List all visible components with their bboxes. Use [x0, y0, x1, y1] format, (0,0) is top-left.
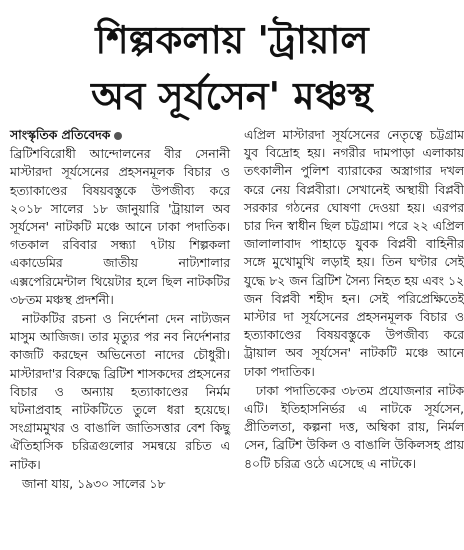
- headline: [0, 12, 464, 124]
- headline-line-2: অব সূর্যসেন' মঞ্চস্থ: [91, 74, 373, 118]
- paragraph: ব্রিটিশবিরোধী আন্দোলনের বীর সেনানী মাস্টারদা সূর্যসেনের প্রহসনমূলক বিচার ও হত্যাকাণ্ডের বিষয়বস্তুকে উপজীব্য করে ২০১৮ সালের ১৮ জানুয়ারি 'ট্রায়াল অব সূর্যসেন' নাটকটি মঞ্চে আনে ঢাকা পদাতিক। গতকাল রবিবার সন্ধ্যা ৭টায় শিল্পকলা একাডেমির জাতীয় নাট্যশালার এক্সপেরিমেন্টাল থিয়েটার হলে ছিল নাটকটির ৩৮তম মঞ্চস্থ প্রদর্শনী।: [10, 147, 230, 307]
- article-column-left: [10, 126, 230, 494]
- headline-line-1: শিল্পকলায় 'ট্রায়াল: [95, 18, 369, 62]
- byline: [10, 126, 230, 144]
- paragraph: ঢাকা পদাতিকের ৩৮তম প্রযোজনার নাটক এটি। ইতিহাসনির্ভর এ নাটকে সূর্যসেন, প্রীতিলতা, কল্পনা দত্ত, অম্বিকা রায়, নির্মল সেন, ব্রিটিশ উকিল ও বাঙালি উকিলসহ প্রায় ৪০টি চরিত্র ওঠে এসেছে এ নাটকে।: [244, 383, 464, 471]
- byline-text: সাংস্কৃতিক প্রতিবেদক: [10, 128, 111, 142]
- previous-article-edge: [0, 0, 464, 6]
- paragraph: এপ্রিল মাস্টারদা সূর্যসেনের নেতৃত্বে চট্টগ্রাম যুব বিদ্রোহ হয়। নগরীর দামপাড়া এলাকায় তৎকালীন পুলিশ ব্যারাকের অস্ত্রাগার দখল করে নেয় বিপ্লবীরা। সেখানেই অস্থায়ী বিপ্লবী সরকার গঠনের ঘোষণা দেওয়া হয়। এরপর চার দিন স্বাধীন ছিল চট্টগ্রাম। পরে ২২ এপ্রিল জালালাবাদ পাহাড়ে যুবক বিপ্লবী বাহিনীর সঙ্গে মুখোমুখি লড়াই হয়। তিন ঘণ্টার সেই যুদ্ধে ৮২ জন ব্রিটিশ সৈন্য নিহত হয় এবং ১২ জন বিপ্লবী শহীদ হন। সেই পরিপ্রেক্ষিতেই মাস্টার দা সূর্যসেনের প্রহসনমূলক বিচার ও হত্যাকাণ্ডের বিষয়বস্তুকে উপজীব্য করে ট্রায়াল অব সূর্যসেন' নাটকটি মঞ্চে আনে ঢাকা পদাতিক।: [244, 128, 464, 379]
- paragraph: জানা যায়, ১৯৩০ সালের ১৮: [22, 476, 166, 491]
- byline-bullet-icon: [114, 132, 122, 140]
- paragraph: নাটকটির রচনা ও নির্দেশনা দেন নাট্যজন মাসুম আজিজ। তার মৃত্যুর পর নব নির্দেশনার কাজটি করছেন অভিনেতা নাদের চৌধুরী। মাস্টারদা'র বিরুদ্ধে ব্রিটিশ শাসকদের প্রহসনের বিচার ও অন্যায় হত্যাকাণ্ডের নির্মম ঘটনাপ্রবাহ নাটকটিতে তুলে ধরা হয়েছে। সংগ্রামমুখর ও বাঙালি জাতিসত্তার বেশ কিছু ঐতিহাসিক চরিত্রগুলোর সমন্বয়ে রচিত এ নাটক।: [10, 312, 230, 472]
- article-column-right: [244, 126, 464, 474]
